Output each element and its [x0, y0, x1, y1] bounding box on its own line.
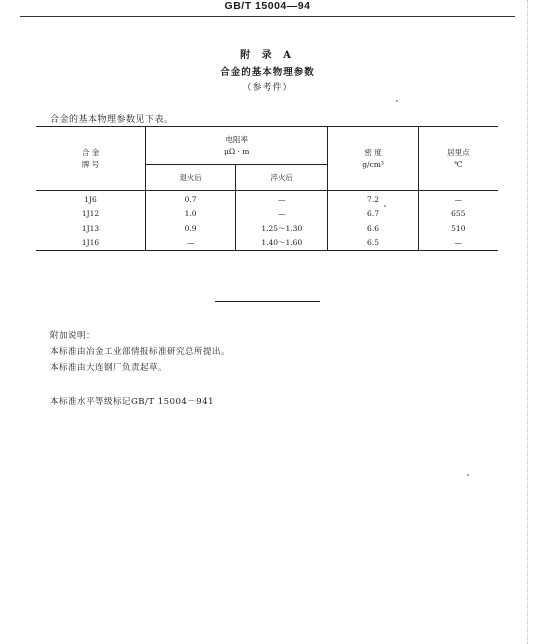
cell-annealed: 0.9	[146, 221, 236, 236]
cell-quenched: —	[236, 191, 328, 206]
appendix-note: （参考件）	[242, 83, 293, 93]
table-row	[36, 206, 498, 221]
table-row	[36, 191, 498, 206]
cell-grade: 1J16	[36, 236, 146, 251]
cell-grade: 1J13	[81, 223, 100, 233]
cell-quenched: 1.40～1.60	[236, 236, 328, 251]
notes-heading: 附加说明：	[50, 331, 96, 341]
cell-density: 6.7	[328, 206, 418, 221]
header-rule	[20, 16, 515, 17]
notes-line: 本标准由冶金工业部情报标准研究总所提出。	[50, 347, 231, 357]
header-density: 密 度 g/cm³	[328, 127, 418, 191]
scan-speck	[384, 205, 386, 207]
notes-line: 本标准由大连钢厂负责起草。	[50, 363, 168, 373]
additional-notes	[50, 328, 230, 376]
table-row	[36, 236, 498, 251]
cell-curie: —	[418, 236, 498, 251]
cell-curie: —	[418, 191, 498, 206]
cell-annealed: 1.0	[146, 206, 236, 221]
header-resistivity: 电阻率 μΩ · m	[146, 127, 328, 165]
table-row	[36, 221, 498, 236]
cell-curie: 510	[418, 221, 498, 236]
standard-code-header: GB/T 15004—94	[224, 0, 311, 12]
cell-quenched: —	[236, 206, 328, 221]
cell-density: 6.6	[328, 221, 418, 236]
scan-speck	[396, 100, 398, 102]
header-curie-point: 居里点 ℃	[418, 127, 498, 191]
cell-quenched: 1.25～1.30	[236, 221, 328, 236]
cell-curie: 655	[418, 206, 498, 221]
scan-speck	[467, 474, 469, 476]
cell-density: 7.2	[328, 191, 418, 206]
physical-properties-table	[36, 126, 498, 251]
end-of-appendix-rule	[215, 301, 320, 302]
intro-text: 合金的基本物理参数见下表。	[50, 115, 174, 125]
header-annealed: 退火后	[146, 165, 236, 191]
cell-grade: 1J12	[81, 208, 100, 218]
cell-density: 6.5	[328, 236, 418, 251]
scan-edge	[527, 0, 528, 644]
cell-grade: 1J6	[84, 195, 97, 205]
cell-annealed: —	[146, 236, 236, 251]
standard-grade-mark: 本标准水平等级标记GB/T 15004－941	[50, 397, 215, 407]
appendix-title: 合金的基本物理参数	[220, 67, 315, 78]
header-quenched: 淬火后	[236, 165, 328, 191]
appendix-label: 附 录 A	[240, 50, 295, 61]
header-alloy-grade: 合 金 牌 号	[36, 127, 146, 191]
cell-annealed: 0.7	[146, 191, 236, 206]
